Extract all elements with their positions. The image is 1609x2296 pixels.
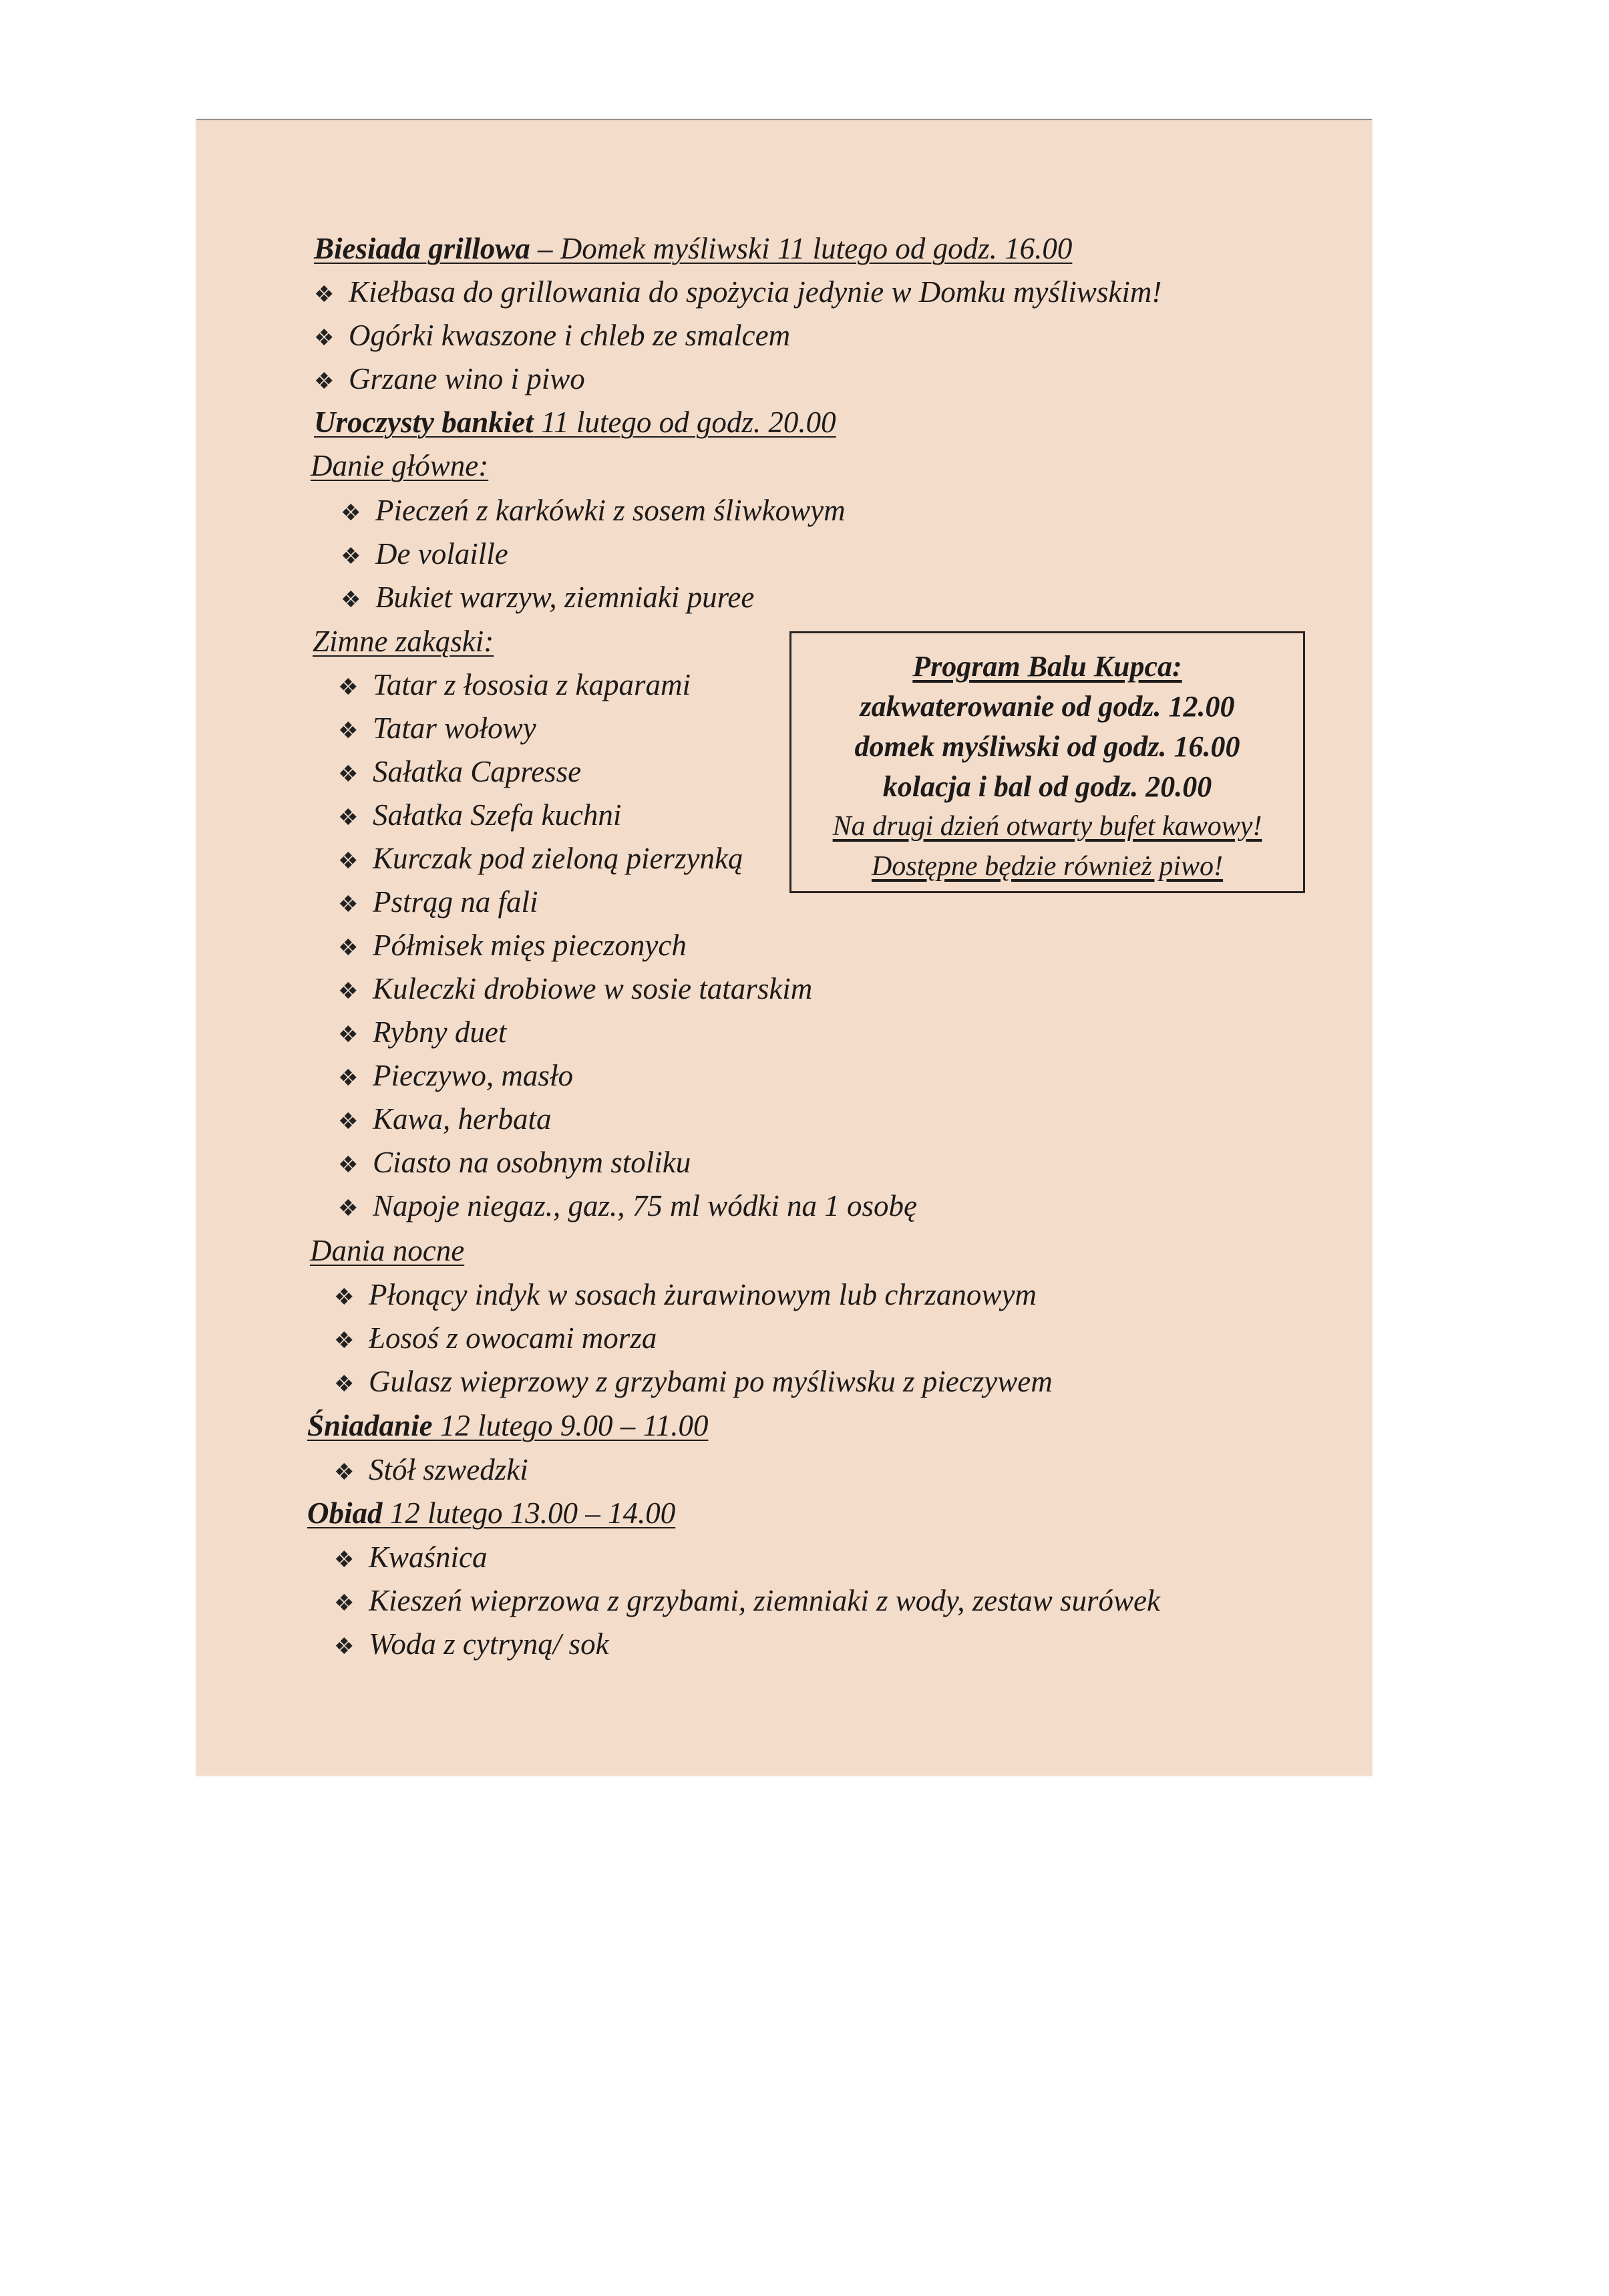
program-box-line: zakwaterowanie od godz. 12.00 xyxy=(860,690,1235,723)
four-diamond-bullet-icon: ❖ xyxy=(334,1635,355,1659)
list-item: ❖ Woda z cytryną/ sok xyxy=(334,1627,609,1661)
list-item: ❖ Ciasto na osobnym stoliku xyxy=(338,1146,691,1179)
section-heading-bankiet: Uroczysty bankiet 11 lutego od godz. 20.00 xyxy=(314,405,836,439)
list-item: ❖ Sałatka Szefa kuchni xyxy=(338,798,622,832)
four-diamond-bullet-icon: ❖ xyxy=(334,1285,355,1310)
section-heading-obiad: Obiad 12 lutego 13.00 – 14.00 xyxy=(307,1496,676,1530)
list-item: ❖ Napoje niegaz., gaz., 75 ml wódki na 1 osobę xyxy=(338,1189,917,1222)
list-item: ❖ Płonący indyk w sosach żurawinowym lub chrzanowym xyxy=(334,1278,1037,1311)
four-diamond-bullet-icon: ❖ xyxy=(338,762,359,787)
section-heading-dania-nocne: Dania nocne xyxy=(310,1234,465,1267)
four-diamond-bullet-icon: ❖ xyxy=(338,936,359,961)
list-item: ❖ Grzane wino i piwo xyxy=(314,362,585,395)
list-item: ❖ De volaille xyxy=(341,537,508,570)
four-diamond-bullet-icon: ❖ xyxy=(334,1372,355,1397)
four-diamond-bullet-icon: ❖ xyxy=(338,892,359,917)
list-item: ❖ Pieczywo, masło xyxy=(338,1059,573,1092)
list-item: ❖ Kawa, herbata xyxy=(338,1102,552,1136)
four-diamond-bullet-icon: ❖ xyxy=(334,1591,355,1616)
list-item: ❖ Pstrąg na fali xyxy=(338,885,538,919)
section-heading-danie-glowne: Danie główne: xyxy=(311,449,489,482)
program-box-note: Na drugi dzień otwarty bufet kawowy! xyxy=(832,811,1262,842)
list-item: ❖ Półmisek mięs pieczonych xyxy=(338,929,687,962)
list-item: ❖ Kieszeń wieprzowa z grzybami, ziemniaki z wody, zestaw surówek xyxy=(334,1584,1161,1617)
four-diamond-bullet-icon: ❖ xyxy=(338,1110,359,1134)
four-diamond-bullet-icon: ❖ xyxy=(338,1023,359,1047)
section-heading-biesiada: Biesiada grillowa – Domek myśliwski 11 lutego od godz. 16.00 xyxy=(314,232,1073,265)
list-item: ❖ Kuleczki drobiowe w sosie tatarskim xyxy=(338,972,813,1005)
four-diamond-bullet-icon: ❖ xyxy=(338,979,359,1004)
program-box-line: domek myśliwski od godz. 16.00 xyxy=(854,730,1240,763)
four-diamond-bullet-icon: ❖ xyxy=(338,1066,359,1091)
list-item: ❖ Sałatka Capresse xyxy=(338,755,582,788)
four-diamond-bullet-icon: ❖ xyxy=(338,1196,359,1221)
four-diamond-bullet-icon: ❖ xyxy=(314,369,335,394)
four-diamond-bullet-icon: ❖ xyxy=(338,1153,359,1178)
list-item: ❖ Pieczeń z karkówki z sosem śliwkowym xyxy=(341,494,846,527)
program-box-title: Program Balu Kupca: xyxy=(912,650,1182,683)
list-item: ❖ Tatar wołowy xyxy=(338,711,536,745)
list-item: ❖ Kurczak pod zieloną pierzynką xyxy=(338,842,743,875)
list-item: ❖ Kiełbasa do grillowania do spożycia jedynie w Domku myśliwskim! xyxy=(314,275,1162,309)
list-item: ❖ Stół szwedzki xyxy=(334,1453,528,1486)
four-diamond-bullet-icon: ❖ xyxy=(314,326,335,351)
four-diamond-bullet-icon: ❖ xyxy=(314,283,335,307)
four-diamond-bullet-icon: ❖ xyxy=(338,849,359,874)
four-diamond-bullet-icon: ❖ xyxy=(338,806,359,830)
list-item: ❖ Łosoś z owocami morza xyxy=(334,1321,657,1355)
list-item: ❖ Rybny duet xyxy=(338,1015,507,1049)
list-item: ❖ Tatar z łososia z kaparami xyxy=(338,668,691,701)
program-box-line: kolacja i bal od godz. 20.00 xyxy=(882,770,1212,803)
section-heading-sniadanie: Śniadanie 12 lutego 9.00 – 11.00 xyxy=(307,1409,709,1442)
four-diamond-bullet-icon: ❖ xyxy=(338,675,359,700)
list-item: ❖ Gulasz wieprzowy z grzybami po myśliwsku z pieczywem xyxy=(334,1365,1053,1398)
four-diamond-bullet-icon: ❖ xyxy=(334,1460,355,1485)
section-heading-zimne-zakaski: Zimne zakąski: xyxy=(313,625,494,658)
four-diamond-bullet-icon: ❖ xyxy=(341,544,361,569)
four-diamond-bullet-icon: ❖ xyxy=(334,1329,355,1353)
four-diamond-bullet-icon: ❖ xyxy=(341,501,361,526)
four-diamond-bullet-icon: ❖ xyxy=(338,719,359,744)
four-diamond-bullet-icon: ❖ xyxy=(334,1548,355,1573)
list-item: ❖ Bukiet warzyw, ziemniaki puree xyxy=(341,581,755,614)
four-diamond-bullet-icon: ❖ xyxy=(341,588,361,613)
program-box xyxy=(789,631,1305,893)
program-box-note: Dostępne będzie również piwo! xyxy=(871,851,1224,882)
list-item: ❖ Ogórki kwaszone i chleb ze smalcem xyxy=(314,319,791,352)
list-item: ❖ Kwaśnica xyxy=(334,1540,488,1574)
